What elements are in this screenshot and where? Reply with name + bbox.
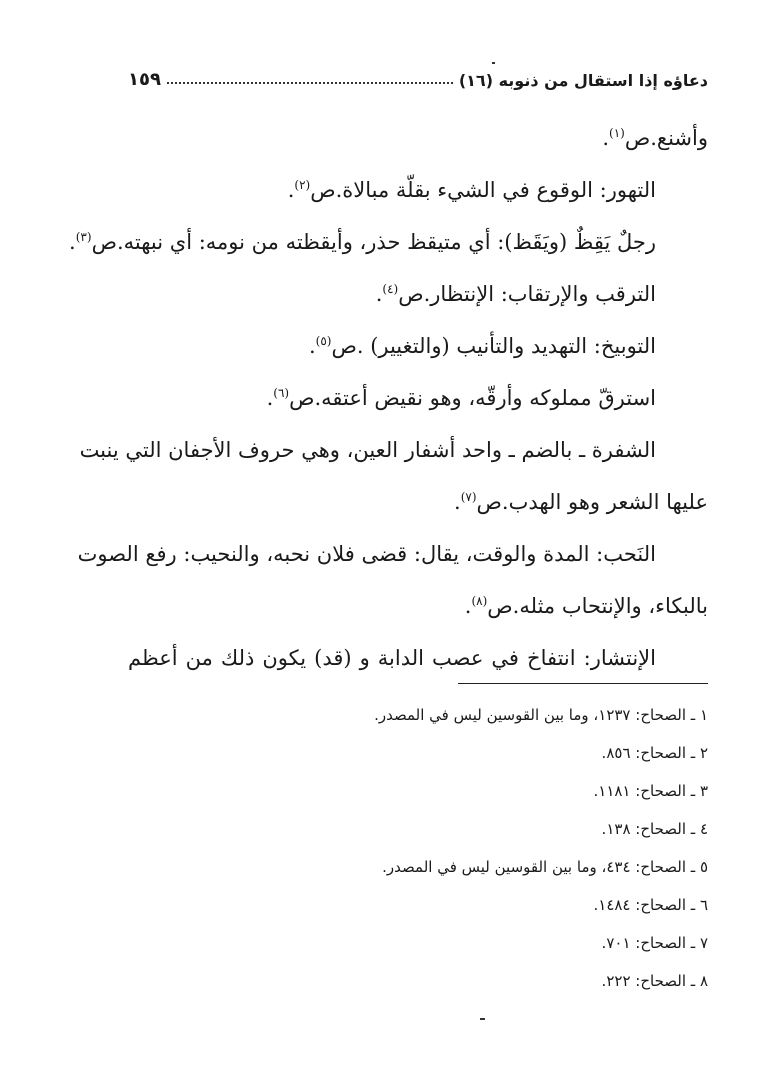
line-text: الترقب والإرتقاب: الإنتظار.ص: [398, 282, 656, 306]
text-line: [69, 216, 708, 268]
footnote-item: ٣ ـ الصحاح: ١١٨١.: [593, 782, 708, 800]
line-tail: .: [454, 490, 461, 514]
text-line: [128, 580, 708, 632]
page-number: ١٥٩: [128, 69, 161, 90]
line-text: بالبكاء، والإنتحاب مثله.ص: [487, 594, 708, 618]
line-text: الشفرة ـ بالضم ـ واحد أشفار العين، وهي حروف الأجفان التي ينبت: [79, 438, 656, 462]
text-line: [128, 632, 708, 684]
text-line: [128, 268, 708, 320]
main-text: [69, 112, 708, 684]
footnote-item: ٢ ـ الصحاح: ٨٥٦.: [601, 744, 708, 762]
line-tail: .: [602, 126, 610, 150]
footnote-ref: (٥): [315, 334, 332, 348]
text-line: [77, 528, 708, 580]
footnote-item: ٦ ـ الصحاح: ١٤٨٤.: [593, 896, 708, 914]
footnote-item: ٥ ـ الصحاح: ٤٣٤، وما بين القوسين ليس في المصدر.: [382, 858, 708, 876]
line-tail: .: [308, 334, 316, 358]
text-line: [79, 424, 708, 476]
footnote-ref: (٤): [382, 282, 399, 296]
line-text: وأشنع.ص: [624, 126, 708, 150]
footnote-ref: (٦): [273, 386, 290, 400]
footnote-ref: (٢): [294, 178, 311, 192]
text-line: [128, 164, 708, 216]
bottom-mark: [480, 1018, 485, 1020]
footnote-item: ٨ ـ الصحاح: ٢٢٢.: [601, 972, 708, 990]
text-line: [128, 372, 708, 424]
line-tail: .: [266, 386, 274, 410]
footnote-item: ٤ ـ الصحاح: ١٣٨.: [601, 820, 708, 838]
line-tail: .: [287, 178, 295, 202]
text-line: [128, 112, 708, 164]
footnote-ref: (٨): [471, 594, 488, 608]
line-tail: .: [464, 594, 472, 618]
header-title: دعاؤه إذا استقال من ذنوبه (١٦): [458, 71, 708, 90]
footnote-ref: (١): [609, 126, 625, 140]
text-line: [128, 320, 708, 372]
line-text: التوبيخ: التهديد والتأنيب (والتغيير) .ص: [331, 334, 656, 358]
footnote-ref: (٧): [460, 490, 477, 504]
header-dot-leader: [167, 82, 453, 84]
line-text: الإنتشار: انتفاخ في عصب الدابة و (قد) يكون ذلك من أعظم: [128, 646, 656, 670]
line-text: النَحب: المدة والوقت، يقال: قضى فلان نحبه، والنحيب: رفع الصوت: [77, 542, 656, 566]
footnote-item: ٧ ـ الصحاح: ٧٠١.: [601, 934, 708, 952]
line-tail: .: [375, 282, 383, 306]
line-tail: .: [69, 230, 76, 254]
line-text: رجلٌ يَقِظٌ (ويَقَظ): أي متيقظ حذر، وأيقظته من نومه: أي نبهته.ص: [91, 230, 656, 254]
footnote-ref: (٣): [75, 230, 92, 244]
footnotes: [128, 696, 708, 1000]
footnote-item: ١ ـ الصحاح: ١٢٣٧، وما بين القوسين ليس في المصدر.: [374, 706, 708, 724]
line-text: استرقّ مملوكه وأرقّه، وهو نقيض أعتقه.ص: [289, 386, 656, 410]
line-text: عليها الشعر وهو الهدب.ص: [476, 490, 708, 514]
line-text: التهور: الوقوع في الشيء بقلّة مبالاة.ص: [310, 178, 656, 202]
text-line: [128, 476, 708, 528]
footnote-separator: [458, 683, 708, 684]
running-header: [128, 64, 708, 90]
